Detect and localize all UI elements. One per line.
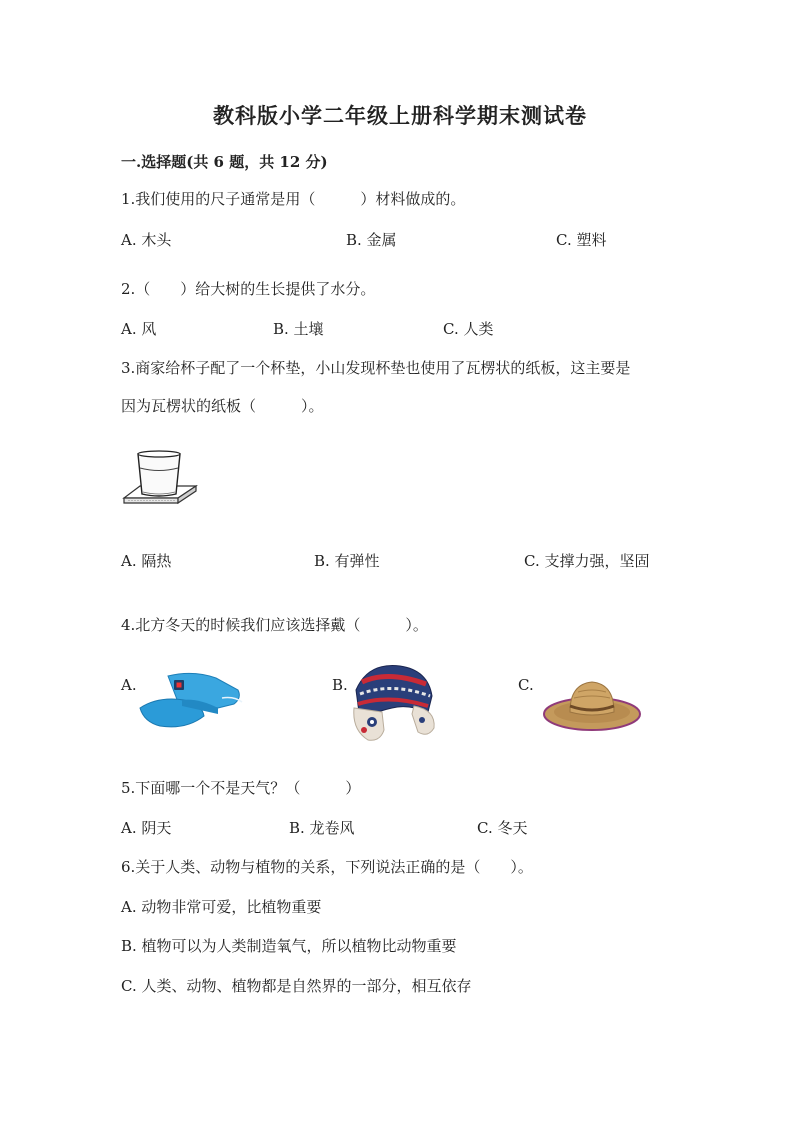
question-3-option-a: A. 隔热	[121, 552, 172, 570]
question-4-option-b: B.	[332, 676, 348, 694]
question-1-stem: 1.我们使用的尺子通常是用（ ）材料做成的。	[121, 190, 466, 208]
straw-hat-icon	[540, 676, 644, 736]
question-3-option-b: B. 有弹性	[314, 552, 380, 570]
question-5-option-c: C. 冬天	[477, 819, 528, 837]
question-3-stem-line-2: 因为瓦楞状的纸板（ ）。	[121, 397, 324, 415]
page-title: 教科版小学二年级上册科学期末测试卷	[213, 103, 587, 128]
glass-coaster-figure	[118, 448, 208, 516]
question-1-option-b: B. 金属	[346, 231, 397, 249]
question-2-stem: 2.（ ）给大树的生长提供了水分。	[121, 280, 376, 298]
question-3-option-c: C. 支撑力强，坚固	[524, 552, 650, 570]
question-6-option-c: C. 人类、动物、植物都是自然界的一部分，相互依存	[121, 977, 472, 995]
question-6-option-b: B. 植物可以为人类制造氧气，所以植物比动物重要	[121, 937, 457, 955]
section-heading: 一.选择题(共 6 题，共 12 分)	[121, 153, 328, 171]
question-4-option-a: A.	[121, 676, 137, 694]
question-2-option-a: A. 风	[121, 320, 157, 338]
question-2-option-c: C. 人类	[443, 320, 494, 338]
question-1-option-c: C. 塑料	[556, 231, 607, 249]
question-5-option-b: B. 龙卷风	[289, 819, 355, 837]
question-4-option-c: C.	[518, 676, 534, 694]
question-5-option-a: A. 阴天	[121, 819, 172, 837]
winter-earflap-hat-icon	[348, 660, 438, 744]
question-1-option-a: A. 木头	[121, 231, 172, 249]
question-2-option-b: B. 土壤	[273, 320, 324, 338]
blue-visor-cap-icon	[138, 668, 248, 736]
question-6-option-a: A. 动物非常可爱，比植物重要	[121, 898, 322, 916]
question-3-stem-line-1: 3.商家给杯子配了一个杯垫，小山发现杯垫也使用了瓦楞状的纸板，这主要是	[121, 359, 631, 377]
question-6-stem: 6.关于人类、动物与植物的关系，下列说法正确的是（ ）。	[121, 858, 533, 876]
question-5-stem: 5.下面哪一个不是天气？（ ）	[121, 779, 361, 797]
question-4-stem: 4.北方冬天的时候我们应该选择戴（ ）。	[121, 616, 428, 634]
